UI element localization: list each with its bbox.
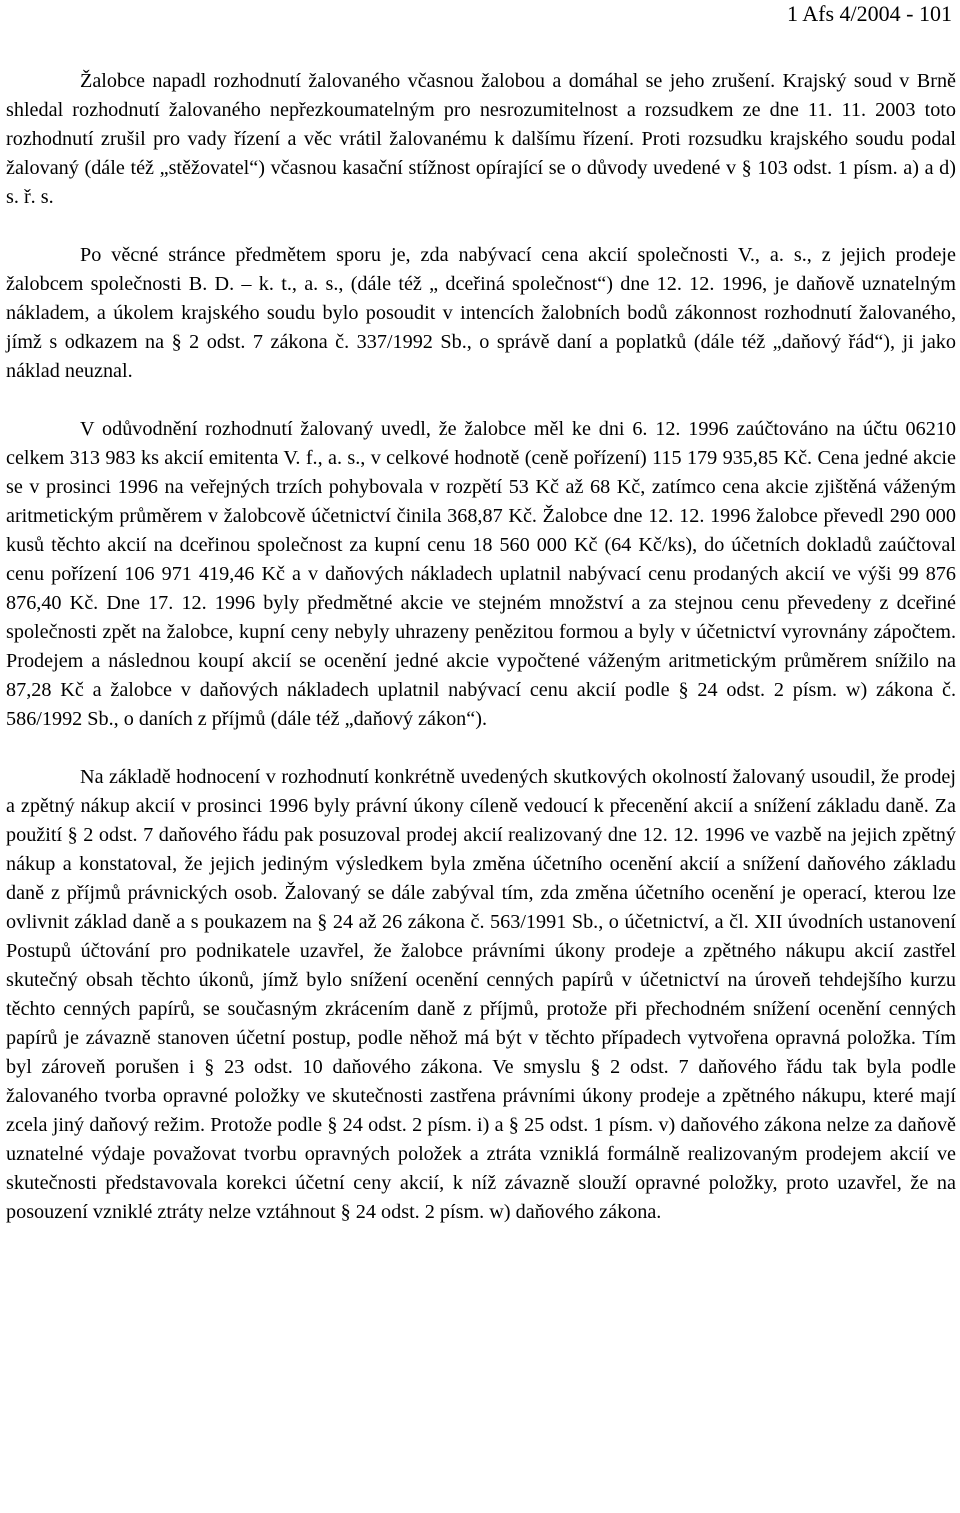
paragraph-evaluation-of-circumstances: Na základě hodnocení v rozhodnutí konkrétně uvedených skutkových okolností žalovaný usoudil, že prodej a zpětný nákup akcií v prosinci 1996 byly právní úkony cíleně vedoucí k přecenění akcií a snížení základu daně. Za použití § 2 odst. 7 daňového řádu pak posuzoval prodej akcií realizovaný dne 12. 12. 1996 ve vazbě na jejich zpětný nákup a konstatoval, že jejich jediným výsledkem byla změna účetního ocenění akcií a snížení daňového základu daně z příjmů právnických osob. Žalovaný se dále zabýval tím, zda změna účetního ocenění je operací, kterou lze ovlivnit základ daně a s poukazem na § 24 až 26 zákona č. 563/1991 Sb., o účetnictví, a čl. XII úvodních ustanovení Postupů účtování pro podnikatele uzavřel, že žalobce právními úkony prodeje a zpětného nákupu akcií zastřel skutečný obsah těchto úkonů, jímž bylo snížení ocenění cenných papírů v účetnictví na úroveň tehdejšího kurzu těchto cenných papírů, se současným zkrácením daně z příjmů, protože při přechodném snížení ocenění cenných papírů je závazně stanoven účetní postup, podle něhož má být v těchto případech vytvořena opravná položka. Tím byl zároveň porušen i § 23 odst. 10 daňového zákona. Ve smyslu § 2 odst. 7 daňového řádu tak byla podle žalovaného tvorba opravné položky ve skutečnosti zastřena právními úkony prodeje a zpětného nákupu, které mají zcela jiný daňový režim. Protože podle § 24 odst. 2 písm. i) a § 25 odst. 1 písm. v) daňového zákona nelze za daňově uznatelné výdaje považovat tvorbu opravných položek a ztráta vzniklá formálně realizovaným prodejem akcií ve skutečnosti představovala korekci účetní ceny akcií, k níž závazně slouží opravné položky, proto uzavřel, že na posouzení vzniklé ztráty nelze vztáhnout § 24 odst. 2 písm. w) daňového zákona. xyxy=(6,766,956,1223)
document-body xyxy=(6,67,956,1227)
paragraph-lawsuit-summary: Žalobce napadl rozhodnutí žalovaného včasnou žalobou a domáhal se jeho zrušení. Krajský soud v Brně shledal rozhodnutí žalovaného nepřezkoumatelným pro nesrozumitelnost a rozsudkem ze dne 11. 11. 2003 toto rozhodnutí zrušil pro vady řízení a věc vrátil žalovanému k dalšímu řízení. Proti rozsudku krajského soudu podal žalovaný (dále též „stěžovatel“) včasnou kasační stížnost opírající se o důvody uvedené v § 103 odst. 1 písm. a) a d) s. ř. s. xyxy=(6,70,956,208)
paragraph-subject-of-dispute: Po věcné stránce předmětem sporu je, zda nabývací cena akcií společnosti V., a. s., z jejich prodeje žalobcem společnosti B. D. – k. t., a. s., (dále též „ dceřiná společnost“) dne 12. 12. 1996, je daňově uznatelným nákladem, a úkolem krajského soudu bylo posoudit v intencích žalobních bodů zákonnost rozhodnutí žalovaného, jímž s odkazem na § 2 odst. 7 zákona č. 337/1992 Sb., o správě daní a poplatků (dále též „daňový řád“), ji jako náklad neuznal. xyxy=(6,244,956,382)
page-header-case-number: 1 Afs 4/2004 - 101 xyxy=(787,1,952,26)
paragraph-reasoning-of-decision: V odůvodnění rozhodnutí žalovaný uvedl, že žalobce měl ke dni 6. 12. 1996 zaúčtováno na účtu 06210 celkem 313 983 ks akcií emitenta V. f., a. s., v celkové hodnotě (ceně pořízení) 115 179 935,85 Kč. Cena jedné akcie se v prosinci 1996 na veřejných trzích pohybovala v rozpětí 53 Kč až 68 Kč, zatímco cena akcie zjištěná váženým aritmetickým průměrem v žalobcově účetnictví činila 368,87 Kč. Žalobce dne 12. 12. 1996 žalobce převedl 290 000 kusů těchto akcií na dceřinou společnost za kupní cenu 18 560 000 Kč (64 Kč/ks), do účetních dokladů zaúčtoval cenu pořízení 106 971 419,46 Kč a v daňových nákladech uplatnil nabývací cenu prodaných akcií ve výši 99 876 876,40 Kč. Dne 17. 12. 1996 byly předmětné akcie ve stejném množství a za stejnou cenu převedeny z dceřiné společnosti zpět na žalobce, kupní ceny nebyly uhrazeny penězitou formou a byly v účetnictví vyrovnány zápočtem. Prodejem a následnou koupí akcií se ocenění jedné akcie vypočtené váženým aritmetickým průměrem snížilo na 87,28 Kč a žalobce v daňových nákladech uplatnil nabývací cenu akcií podle § 24 odst. 2 písm. w) zákona č. 586/1992 Sb., o daních z příjmů (dále též „daňový zákon“). xyxy=(6,418,956,730)
